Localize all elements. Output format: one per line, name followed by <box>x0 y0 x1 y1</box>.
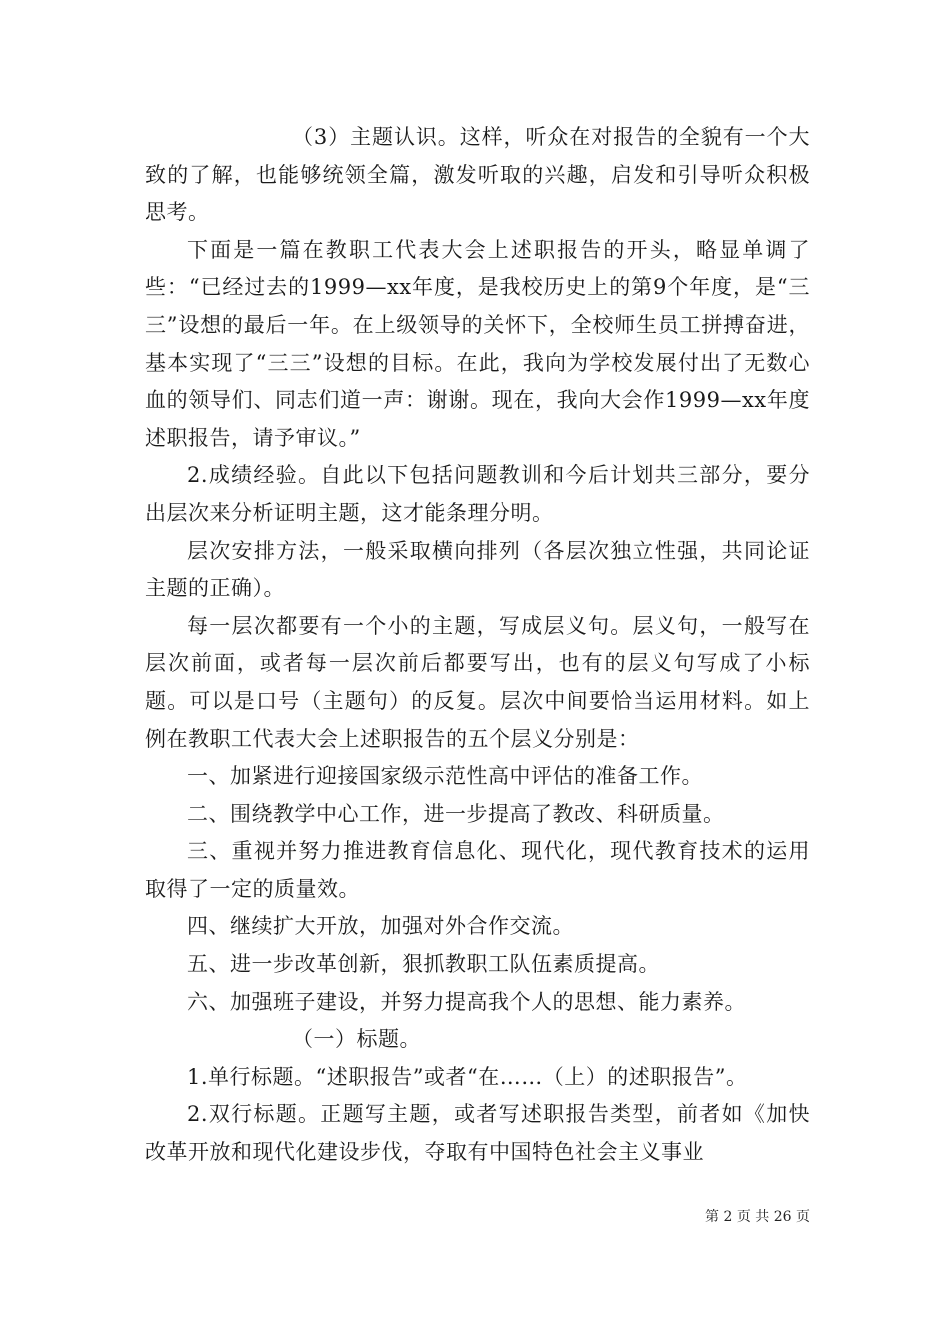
paragraph: 每一层次都要有一个小的主题，写成层义句。层义句，一般写在层次前面，或者每一层次前后都要写出，也有的层义句写成了小标题。可以是口号（主题句）的反复。层次中间要恰当运用材料。如上例在教职工代表大会上述职报告的五个层义分别是： <box>145 613 810 751</box>
list-item: 五、进一步改革创新，狠抓教职工队伍素质提高。 <box>187 952 660 977</box>
section-heading: （一）标题。 <box>292 1027 421 1052</box>
list-item: 二、围绕教学中心工作，进一步提高了教改、科研质量。 <box>187 801 725 826</box>
document-body <box>145 119 810 1172</box>
page-number-footer: 第 2 页 共 26 页 <box>705 1209 810 1225</box>
list-item: 一、加紧进行迎接国家级示范性高中评估的准备工作。 <box>187 764 703 789</box>
list-item: 四、继续扩大开放，加强对外合作交流。 <box>187 914 574 939</box>
paragraph: 2.成绩经验。自此以下包括问题教训和今后计划共三部分，要分出层次来分析证明主题，这才能条理分明。 <box>145 463 810 525</box>
paragraph: （3）主题认识。这样，听众在对报告的全貌有一个大致的了解，也能够统领全篇，激发听取的兴趣，启发和引导听众积极思考。 <box>145 125 810 225</box>
list-item: 三、重视并努力推进教育信息化、现代化，现代教育技术的运用取得了一定的质量效。 <box>145 839 810 901</box>
list-item: 六、加强班子建设，并努力提高我个人的思想、能力素养。 <box>187 989 746 1014</box>
paragraph: 2.双行标题。正题写主题，或者写述职报告类型，前者如《加快改革开放和现代化建设步伐，夺取有中国特色社会主义事业 <box>145 1102 810 1165</box>
paragraph: 1.单行标题。“述职报告”或者“在……（上）的述职报告”。 <box>187 1064 748 1089</box>
paragraph: 下面是一篇在教职工代表大会上述职报告的开头，略显单调了些：“已经过去的1999—xx年度，是我校历史上的第9个年度，是“三三”设想的最后一年。在上级领导的关怀下，全校师生员工拼搏奋进，基本实现了“三三”设想的目标。在此，我向为学校发展付出了无数心血的领导们、同志们道一声：谢谢。现在，我向大会作1999—xx年度述职报告，请予审议。” <box>145 237 810 450</box>
paragraph: 层次安排方法，一般采取横向排列（各层次独立性强，共同论证主题的正确）。 <box>145 538 810 601</box>
